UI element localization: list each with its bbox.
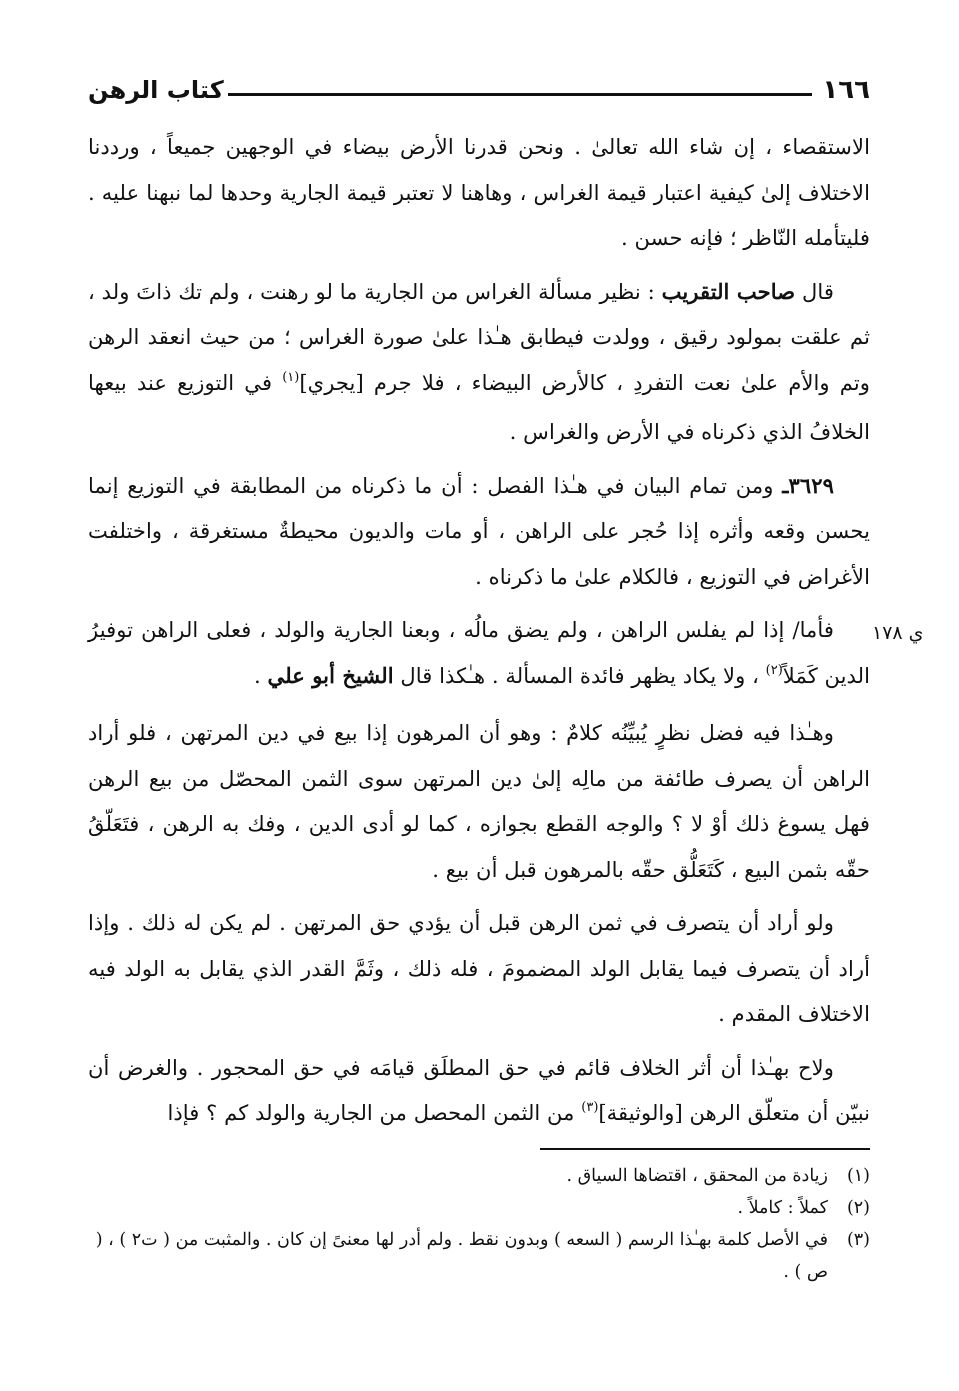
footnote-text: كملاً : كاملاً . xyxy=(737,1197,828,1218)
paragraph-6: ولو أراد أن يتصرف في ثمن الرهن قبل أن يؤدي حق المرتهن . لم يكن له ذلك . وإذا أراد أن يتصرف فيما يقابل الولد المضمومَ ، فله ذلك ، وثَمَّ القدر الذي يقابل به الولد فيه الاختلاف المقدم . xyxy=(88,910,870,1026)
running-header xyxy=(88,70,870,110)
page-number: ١٦٦ xyxy=(822,75,870,105)
margin-manuscript-ref: ي ١٧٨ xyxy=(872,622,924,644)
footnote-ref-2: (٢) xyxy=(765,662,783,678)
paragraph-7-text-b: من الثمن المحصل من الجارية والولد كم ؟ فإذا xyxy=(167,1100,582,1125)
footnotes xyxy=(88,1160,870,1288)
footnote-text: في الأصل كلمة بهـٰذا الرسم ( السعه ) وبدون نقط . ولم أدر لها معنىً إن كان . والمثبت من ( ت٢ ) ، ( ص ) . xyxy=(95,1229,828,1282)
footnote-number: (٣) xyxy=(846,1229,870,1250)
paragraph-4 xyxy=(88,607,870,702)
paragraph-5: وهـٰذا فيه فضل نظرٍ يُبيِّنُه كلامٌ : وهو أن المرهون إذا بيع في دين المرتهن ، فلو أراد الراهن أن يصرف طائفة من مالِه إلىٰ دين المرتهن سوى الثمن المحصّل من بيع الرهن فهل يسوغ ذلك أوْ لا ؟ والوجه القطع بجوازه ، كما لو أدى الدين ، وفك به الرهن ، فتَعَلّقُ حقّه بثمن البيع ، كَتَعَلُّق حقّه بالمرهون قبل أن بيع . xyxy=(88,720,870,882)
paragraph-2 xyxy=(88,269,870,455)
footnote-text: زيادة من المحقق ، اقتضاها السياق . xyxy=(566,1165,828,1186)
paragraph-4-text-a: فأما/ إذا لم يفلس الراهن ، ولم يضق مالُه ، وبعنا الجارية والولد ، فعلى الراهن توفيرُ الدين كَمَلاً xyxy=(88,617,870,688)
page xyxy=(88,70,870,1288)
footnote-number: (٢) xyxy=(846,1197,870,1218)
book-title: كتاب الرهن xyxy=(88,76,224,104)
footnote xyxy=(88,1160,870,1192)
paragraph-4-text-b: ، ولا يكاد يظهر فائدة المسألة . هـٰكذا قال xyxy=(393,662,766,688)
paragraph-2-text-b: : نظير مسألة الغراس من الجارية ما لو رهنت ، ولم تك ذاتَ ولد ، ثم علقت بمولود رقيق ، وولدت فيطابق هـٰذا علىٰ صورة الغراس ؛ من حيث انعقد الرهن وتم والأم علىٰ نعت التفردِ ، كالأرض البيضاء ، فلا جرم [يجري] xyxy=(88,278,871,395)
section-number: ٣٦٢٩ـ xyxy=(782,472,834,498)
paragraph-3-text: ومن تمام البيان في هـٰذا الفصل : أن ما ذكرناه من المطابقة في التوزيع إنما يحسن وقعه وأثره إذا حُجر على الراهن ، أو مات والديون محيطةٌ مستغرقة ، واختلفت الأغراض في التوزيع ، فالكلام علىٰ ما ذكرناه . xyxy=(88,472,870,589)
paragraph-2-text-c: في التوزيع عند بيعها الخلافُ الذي ذكرناه في الأرض والغراس . xyxy=(88,369,870,444)
header-rule xyxy=(228,93,813,96)
footnote-separator xyxy=(540,1148,870,1150)
paragraph-1: الاستقصاء ، إن شاء الله تعالىٰ . ونحن قدرنا الأرض بيضاء في الوجهين جميعاً ، ورددنا الاختلاف إلىٰ كيفية اعتبار قيمة الغراس ، وهاهنا لا تعتبر قيمة الجارية وحدها لما نبهنا عليه . فليتأمله النّاظر ؛ فإنه حسن . xyxy=(88,134,870,250)
author-name-taqrib: صاحب التقريب xyxy=(661,278,796,304)
author-name-abu-ali: الشيخ أبو علي xyxy=(267,662,394,688)
paragraph-3 xyxy=(88,463,870,600)
footnote-number: (١) xyxy=(846,1165,870,1186)
footnote-ref-3: (٣) xyxy=(581,1100,599,1115)
footnote xyxy=(88,1224,870,1288)
main-text xyxy=(88,124,870,1140)
footnote-ref-1: (١) xyxy=(282,369,300,385)
paragraph-7 xyxy=(88,1045,870,1140)
footnote xyxy=(88,1192,870,1224)
paragraph-2-text-a: قال xyxy=(795,278,834,304)
paragraph-7-text-a: ولاح بهـٰذا أن أثر الخلاف قائم في حق المطلَق قيامَه في حق المحجور . والغرض أن نبيّن أن متعلّق الرهن [والوثيقة] xyxy=(88,1054,870,1125)
paragraph-4-text-c: . xyxy=(254,662,268,688)
